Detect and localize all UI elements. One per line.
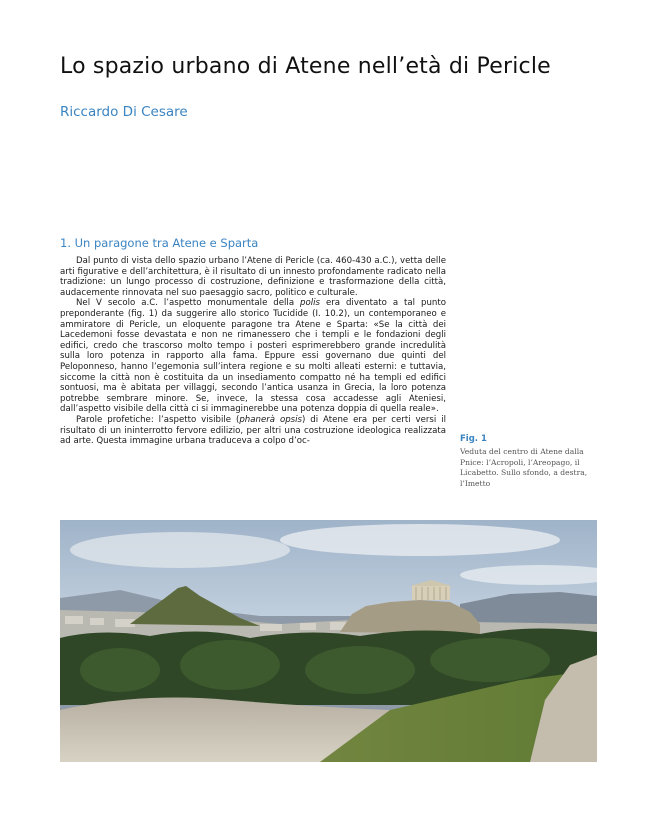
paragraph-1: Dal punto di vista dello spazio urbano l’Atene di Pericle (ca. 460-430 a.C.), vetta delle arti figurative e dell’architettura, è il risultato di un innesto profondamente radicato nella tradizione: un lungo processo di costruzione, definizione e trasformazione della città, audacemente rinnovata nel suo paesaggio sacro, politico e culturale. bbox=[60, 256, 446, 298]
body-text bbox=[60, 256, 446, 447]
article-author: Riccardo Di Cesare bbox=[60, 104, 188, 120]
athens-landscape-image bbox=[60, 520, 597, 762]
paragraph-2-part-a: Nel V secolo a.C. l’aspetto monumentale della bbox=[76, 298, 301, 309]
figure-caption: Veduta del centro di Atene dalla Pnice: l’Acropoli, l’Areopago, il Licabetto. Sullo sfondo, a destra, l’Imetto bbox=[460, 447, 588, 488]
paragraph-2-part-b: era diventato a tal punto preponderante (fig. 1) da suggerire allo storico Tucidide (I. 10.2), un contemporaneo e ammiratore di Pericle, un eloquente paragone tra Atene e Sparta: «Se la città dei Lacedemoni fosse devastata e non ne rimanessero che i templi e le fondazioni degli edifici, credo che trascorso molto tempo i posteri esprimerebbero grande incredulità sulla loro potenza in rapporto alla fama. Eppure essi governano due quinti del Peloponneso, hanno l’egemonia sull’intera regione e su molti alleati esterni: e tuttavia, siccome la città non è costituita da un insediamento compatto né ha templi ed edifici sontuosi, ma è abitata per villaggi, secondo l’antica usanza in Grecia, la loro potenza potrebbe sembrare minore. Se, invece, la stessa cosa accadesse agli Ateniesi, dall’aspetto visibile della città ci si immaginerebbe una potenza doppia di quella reale». bbox=[60, 298, 446, 415]
paragraph-2-italic: polis bbox=[300, 298, 320, 309]
paragraph-3-part-b: ) di Atene era per certi versi il risultato di un ininterrotto fervore edilizio, per altri una costruzione ideologica realizzata ad arte. Questa immagine urbana traduceva a colpo d’oc- bbox=[60, 414, 446, 447]
figure-label: Fig. 1 bbox=[460, 434, 487, 444]
article-title: Lo spazio urbano di Atene nell’età di Pericle bbox=[60, 54, 551, 79]
paragraph-3 bbox=[60, 415, 446, 447]
paragraph-2 bbox=[60, 298, 446, 415]
figure-photo bbox=[60, 520, 597, 762]
paragraph-3-part-a: Parole profetiche: l’aspetto visibile ( bbox=[76, 414, 240, 425]
section-heading: 1. Un paragone tra Atene e Sparta bbox=[60, 236, 259, 250]
paragraph-3-italic: phanerà opsis bbox=[239, 414, 303, 425]
